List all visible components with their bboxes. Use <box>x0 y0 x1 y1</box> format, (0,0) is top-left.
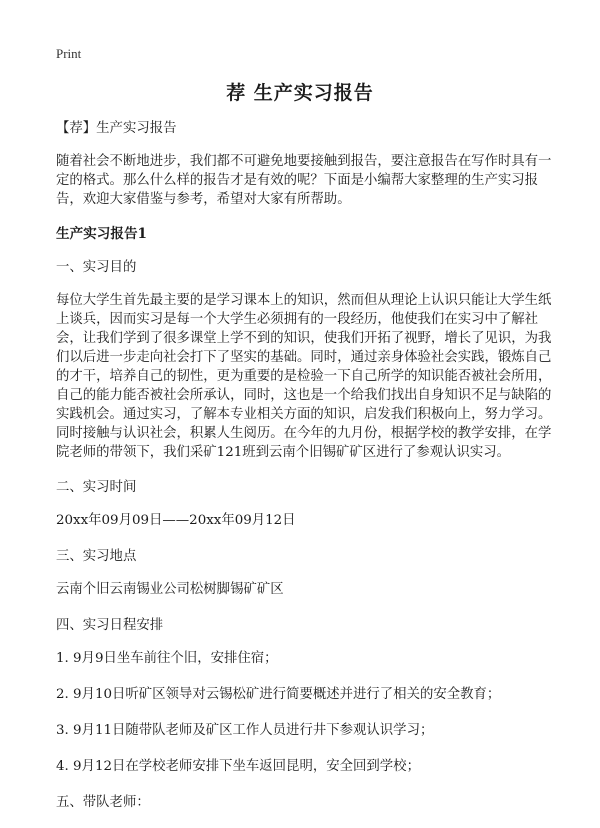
intro-paragraph: 随着社会不断地进步，我们都不可避免地要接触到报告，要注意报告在写作时具有一定的格式。那么什么样的报告才是有效的呢？下面是小编帮大家整理的生产实习报告，欢迎大家借鉴与参考，希望对大家有所帮助。 <box>56 154 552 207</box>
schedule-item: 1. 9月9日坐车前往个旧，安排住宿； <box>56 651 278 666</box>
report-heading: 生产实习报告1 <box>56 226 148 242</box>
schedule-item: 4. 9月12日在学校老师安排下坐车返回昆明，安全回到学校； <box>56 759 420 774</box>
print-link[interactable]: Print <box>56 46 82 61</box>
schedule-item: 3. 9月11日随带队老师及矿区工作人员进行井下参观认识学习； <box>56 723 434 738</box>
location-value: 云南个旧云南锡业公司松树脚锡矿矿区 <box>56 582 284 597</box>
document-subtitle: 【荐】生产实习报告 <box>56 121 177 136</box>
section-heading-schedule: 四、实习日程安排 <box>56 618 164 633</box>
section-heading-purpose: 一、实习目的 <box>56 260 137 275</box>
time-value: 20xx年09月09日——20xx年09月12日 <box>56 513 296 528</box>
page-title: 荐 生产实习报告 <box>226 82 374 104</box>
section-heading-time: 二、实习时间 <box>56 480 137 495</box>
section-heading-location: 三、实习地点 <box>56 549 137 564</box>
purpose-paragraph: 每位大学生首先最主要的是学习课本上的知识，然而但从理论上认识只能让大学生纸上谈兵，因而实习是每一个大学生必须拥有的一段经历，他使我们在实习中了解社会，让我们学到了很多课堂上学不到的知识，使我们开拓了视野，增长了见识，为我们以后进一步走向社会打下了坚实的基础。同时，通过亲身体验社会实践，锻炼自己的才干，培养自己的韧性，更为重要的是检验一下自己所学的知识能否被社会所用，自己的能力能否被社会所承认，同时，这也是一个给我们找出自身知识不足与缺陷的实践机会。通过实习，了解本专业相关方面的知识，启发我们积极向上，努力学习。同时接触与认识社会，积累人生阅历。在今年的九月份，根据学校的教学安排，在学院老师的带领下，我们采矿121班到云南个旧锡矿矿区进行了参观认识实习。 <box>56 293 552 460</box>
schedule-item: 2. 9月10日听矿区领导对云锡松矿进行简要概述并进行了相关的安全教育； <box>56 687 501 702</box>
document-body <box>56 119 552 826</box>
section-heading-teacher: 五、带队老师： <box>56 795 150 810</box>
